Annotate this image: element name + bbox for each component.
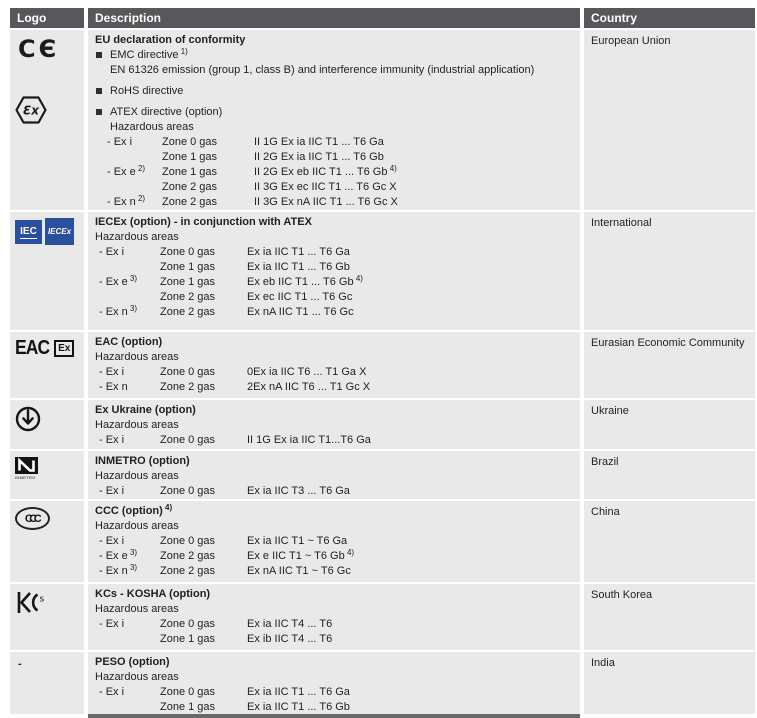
- zone-row: [95, 275, 574, 290]
- logo-cell: [10, 584, 84, 650]
- approval-row: [10, 501, 755, 582]
- zone-label: Zone 0 gas: [160, 686, 216, 698]
- ce-mark-icon: CЄ: [18, 35, 60, 63]
- iec-logo-icon: IEC: [15, 220, 42, 244]
- marking-code: II 2G Ex eb IIC T1 ... T6 Gb $^{4)}$: [254, 164, 397, 178]
- protection-type: - Ex i: [107, 136, 133, 148]
- description-line: Hazardous areas: [95, 419, 179, 431]
- zone-label: Zone 0 gas: [160, 535, 216, 547]
- zone-row: [95, 617, 574, 632]
- bullet-square-icon: [96, 88, 102, 94]
- protection-type: [99, 290, 160, 305]
- country: Ukraine: [584, 400, 755, 449]
- zone-label: Zone 0 gas: [160, 485, 216, 497]
- description-cell: [88, 451, 580, 499]
- eac-ex-mark-icon: EAC Ex: [15, 338, 74, 358]
- country: International: [584, 212, 755, 330]
- bullet-text: ATEX directive (option): [110, 106, 223, 118]
- country: South Korea: [584, 584, 755, 650]
- logo-cell: [10, 451, 84, 499]
- description-cell: [88, 501, 580, 582]
- zone-row: [95, 260, 574, 275]
- logo-cell: [10, 30, 84, 210]
- zone-label: Zone 1 gas: [160, 276, 216, 288]
- col-header-logo: Logo: [10, 8, 84, 28]
- zone-row: [95, 632, 574, 647]
- zone-label: Zone 1 gas: [160, 261, 216, 273]
- zone-row: [95, 365, 574, 380]
- next-row-cutoff-bar: [88, 714, 580, 718]
- zone-label: Zone 0 gas: [160, 618, 216, 630]
- bullet-item: EMC directive $^{1)}$: [95, 48, 574, 63]
- col-header-description: Description: [88, 8, 580, 28]
- logo-cell: [10, 212, 84, 330]
- zone-row: [95, 165, 574, 180]
- approval-row: [10, 451, 755, 499]
- inmetro-mark-icon: INMETRO: [15, 457, 38, 480]
- protection-type: [99, 700, 160, 714]
- bullet-text: EMC directive: [110, 49, 179, 61]
- protection-type: [107, 150, 162, 165]
- zone-label: Zone 2 gas: [160, 306, 216, 318]
- marking-code: Ex eb IIC T1 ... T6 Gb $^{4)}$: [247, 274, 363, 288]
- marking-code: Ex ia IIC T1 ... T6 Gb: [247, 261, 350, 273]
- col-header-country: Country: [584, 8, 755, 28]
- protection-type: [99, 260, 160, 275]
- zone-label: Zone 1 gas: [160, 701, 216, 713]
- zone-row: [95, 245, 574, 260]
- zone-row: [95, 195, 574, 210]
- zone-label: Zone 1 gas: [162, 166, 218, 178]
- marking-code: Ex ia IIC T4 ... T6: [247, 618, 333, 630]
- zone-row: [95, 150, 574, 165]
- country: Eurasian Economic Community: [584, 332, 755, 398]
- no-logo-dash: -: [18, 658, 22, 670]
- approval-title: Ex Ukraine (option): [95, 404, 196, 416]
- description-cell: [88, 30, 580, 210]
- table-header-row: [10, 8, 755, 28]
- protection-type: [99, 632, 160, 647]
- logo-cell: [10, 332, 84, 398]
- zone-label: Zone 1 gas: [160, 633, 216, 645]
- zone-row: [95, 700, 574, 714]
- bullet-item: [95, 84, 574, 99]
- marking-code: Ex e IIC T1 ~ T6 Gb $^{4)}$: [247, 548, 355, 562]
- approval-row: [10, 584, 755, 650]
- zone-label: Zone 2 gas: [160, 565, 216, 577]
- ccc-mark-icon: CCC: [15, 507, 50, 530]
- country: Brazil: [584, 451, 755, 499]
- zone-label: Zone 2 gas: [160, 291, 216, 303]
- approval-title: KCs - KOSHA (option): [95, 588, 211, 600]
- protection-type: - Ex e $^{2)}$: [107, 164, 146, 178]
- marking-code: II 3G Ex nA IIC T1 ... T6 Gc X: [254, 196, 398, 208]
- protection-type: - Ex e $^{3)}$: [99, 548, 138, 562]
- protection-type: [107, 180, 162, 195]
- approval-title: EU declaration of conformity: [95, 34, 246, 46]
- marking-code: Ex ia IIC T1 ... T6 Ga: [247, 686, 350, 698]
- zone-row: [95, 534, 574, 549]
- approval-row: [10, 652, 755, 714]
- description-line: EN 61326 emission (group 1, class B) and interference immunity (industrial application): [110, 64, 535, 76]
- marking-code: II 1G Ex ia IIC T1 ... T6 Ga: [254, 136, 384, 148]
- description-line: Hazardous areas: [95, 671, 179, 683]
- description-cell: [88, 332, 580, 398]
- zone-label: Zone 2 gas: [160, 550, 216, 562]
- zone-row: [95, 549, 574, 564]
- marking-code: Ex ia IIC T1 ... T6 Ga: [247, 246, 350, 258]
- logo-cell: [10, 400, 84, 449]
- approval-title: EAC (option): [95, 336, 163, 348]
- country: India: [584, 652, 755, 714]
- zone-row: [95, 290, 574, 305]
- atex-ex-mark-icon: [15, 96, 47, 124]
- protection-type: - Ex i: [99, 366, 125, 378]
- zone-label: Zone 1 gas: [162, 151, 218, 163]
- marking-code: 2Ex nA IIC T6 ... T1 Gc X: [247, 381, 371, 393]
- zone-row: [95, 433, 574, 448]
- description-line: Hazardous areas: [95, 520, 179, 532]
- zone-label: Zone 0 gas: [162, 136, 218, 148]
- protection-type: - Ex n: [99, 381, 128, 393]
- protection-type: - Ex i: [99, 246, 125, 258]
- protection-type: - Ex i: [99, 686, 125, 698]
- description-cell: [88, 584, 580, 650]
- description-line: Hazardous areas: [95, 231, 179, 243]
- logo-cell: [10, 501, 84, 582]
- protection-type: - Ex i: [99, 535, 125, 547]
- approval-title: IECEx (option) - in conjunction with ATEX: [95, 216, 312, 228]
- bullet-square-icon: [96, 52, 102, 58]
- approval-title: PESO (option): [95, 656, 170, 668]
- protection-type: - Ex i: [99, 485, 125, 497]
- marking-code: Ex ia IIC T1 ... T6 Gb: [247, 701, 350, 713]
- marking-code: Ex ia IIC T1 ~ T6 Ga: [247, 535, 348, 547]
- zone-label: Zone 0 gas: [160, 366, 216, 378]
- marking-code: 0Ex ia IIC T6 ... T1 Ga X: [247, 366, 367, 378]
- protection-type: - Ex n $^{3)}$: [99, 304, 138, 318]
- protection-type: - Ex i: [99, 618, 125, 630]
- description-cell: [88, 652, 580, 714]
- svg-text:Ɛx: Ɛx: [22, 103, 40, 118]
- protection-type: - Ex n $^{2)}$: [107, 194, 146, 208]
- description-cell: [88, 400, 580, 449]
- marking-code: II 3G Ex ec IIC T1 ... T6 Gc X: [254, 181, 397, 193]
- zone-row: [95, 180, 574, 195]
- zone-row: [95, 305, 574, 320]
- approval-row: [10, 332, 755, 398]
- zone-row: [95, 564, 574, 579]
- country: European Union: [584, 30, 755, 210]
- country: China: [584, 501, 755, 582]
- zone-label: Zone 2 gas: [162, 181, 218, 193]
- iecex-logo-icon: IECEx: [45, 218, 74, 245]
- zone-label: Zone 0 gas: [160, 246, 216, 258]
- approval-row: [10, 30, 755, 210]
- zone-row: [95, 484, 574, 499]
- table-body: [10, 30, 757, 714]
- protection-type: - Ex e $^{3)}$: [99, 274, 138, 288]
- marking-code: Ex ia IIC T3 ... T6 Ga: [247, 485, 350, 497]
- description-line: Hazardous areas: [95, 470, 179, 482]
- marking-code: Ex nA IIC T1 ~ T6 Gc: [247, 565, 351, 577]
- approval-title: CCC (option) $^{4)}$: [95, 503, 173, 517]
- logo-cell: [10, 652, 84, 714]
- description-line: Hazardous areas: [95, 351, 179, 363]
- zone-row: [95, 135, 574, 150]
- zone-label: Zone 2 gas: [160, 381, 216, 393]
- bullet-text: RoHS directive: [110, 85, 184, 97]
- description-cell: [88, 212, 580, 330]
- kcs-mark-icon: [15, 590, 45, 615]
- protection-type: - Ex n $^{3)}$: [99, 563, 138, 577]
- bullet-square-icon: [96, 109, 102, 115]
- marking-code: II 1G Ex ia IIC T1...T6 Ga: [247, 434, 371, 446]
- description-line: Hazardous areas: [110, 121, 194, 133]
- zone-label: Zone 0 gas: [160, 434, 216, 446]
- approval-row: [10, 400, 755, 449]
- zone-row: [95, 685, 574, 700]
- svg-text:s: s: [39, 594, 45, 605]
- zone-row: [95, 380, 574, 395]
- zone-label: Zone 2 gas: [162, 196, 218, 208]
- description-line: Hazardous areas: [95, 603, 179, 615]
- protection-type: - Ex i: [99, 434, 125, 446]
- ukraine-conformity-mark-icon: [15, 406, 41, 432]
- marking-code: Ex ib IIC T4 ... T6: [247, 633, 333, 645]
- marking-code: II 2G Ex ia IIC T1 ... T6 Gb: [254, 151, 384, 163]
- bullet-item: [95, 105, 574, 120]
- marking-code: Ex nA IIC T1 ... T6 Gc: [247, 306, 354, 318]
- approval-title: INMETRO (option): [95, 455, 190, 467]
- approval-row: [10, 212, 755, 330]
- marking-code: Ex ec IIC T1 ... T6 Gc: [247, 291, 353, 303]
